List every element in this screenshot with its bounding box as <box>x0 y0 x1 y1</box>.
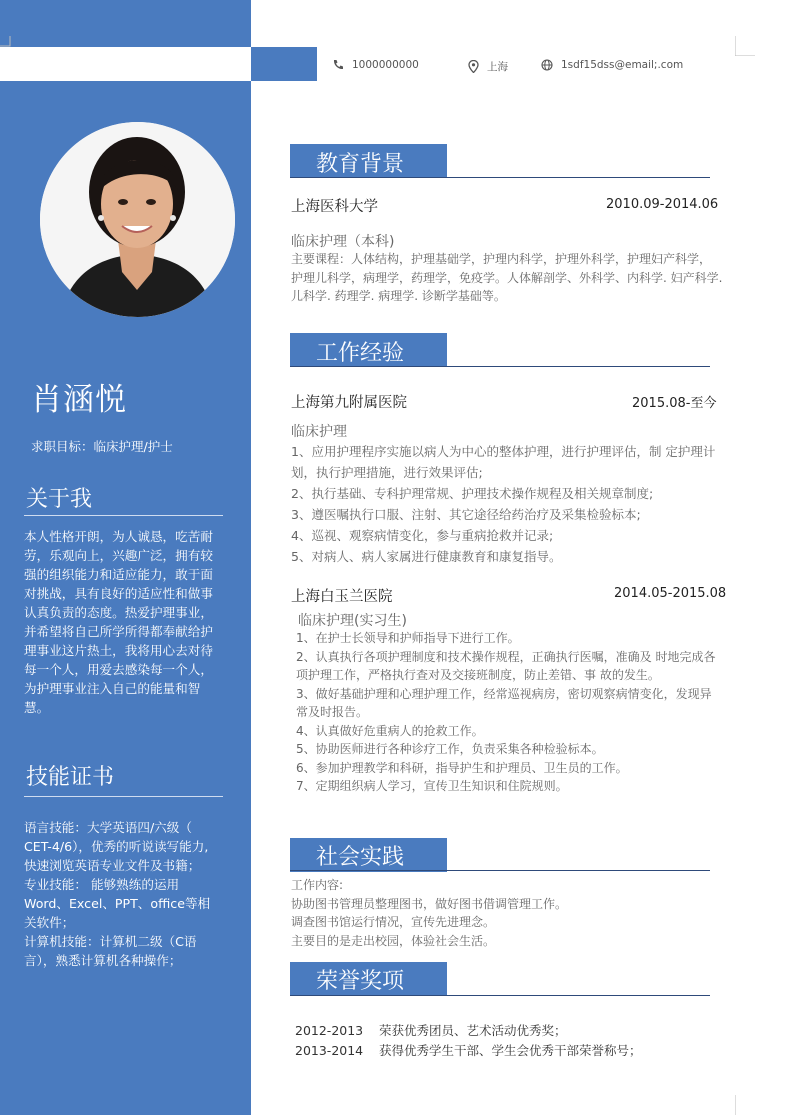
honor-text: 荣获优秀团员、艺术活动优秀奖； <box>379 1023 567 1038</box>
phone-icon <box>332 59 344 71</box>
email-text: 1sdf15dss@email;.com <box>561 59 684 71</box>
honor-text: 获得优秀学生干部、学生会优秀干部荣誉称号； <box>379 1043 642 1058</box>
work-divider <box>290 366 710 367</box>
honor-year: 2012-2013 <box>295 1023 364 1038</box>
honor-item <box>295 1021 567 1039</box>
school-name: 上海医科大学 <box>291 199 378 215</box>
honor-year: 2013-2014 <box>295 1043 364 1058</box>
education-divider <box>290 177 710 178</box>
candidate-name: 肖涵悦 <box>31 382 127 418</box>
job-2-duty: 4、认真做好危重病人的抢救工作。 <box>296 723 484 738</box>
honors-title: 荣誉奖项 <box>316 969 405 994</box>
header-accent-block <box>251 47 317 81</box>
job-2-duty: 5、协助医师进行各种诊疗工作，负责采集各种检验标本。 <box>296 742 604 756</box>
honor-item <box>295 1041 642 1059</box>
job-1-duty: 3、遵医嘱执行口服、注射、其它途径给药治疗及采集检验标本; <box>291 507 641 522</box>
social-text <box>291 876 711 950</box>
job-2-duty: 1、在护士长领导和护师指导下进行工作。 <box>296 631 520 645</box>
social-line: 协助图书管理员整理图书，做好图书借调管理工作。 <box>291 896 568 911</box>
job-2-date: 2014.05-2015.08 <box>614 586 727 601</box>
job-1-duty: 1、应用护理程序实施以病人为中心的整体护理，进行护理评估，制 定护理计划，执行护理措施，进行效果评估; <box>291 444 716 480</box>
skill-language: 语言技能：大学英语四/六级（ CET-4/6），优秀的听说读写能力,快速浏览英语专业文件及书籍； <box>24 820 209 873</box>
job-1-date: 2015.08-至今 <box>632 396 717 411</box>
job-2-duty: 6、参加护理教学和科研，指导护生和护理员、卫生员的工作。 <box>296 760 628 775</box>
job-1-duty: 4、巡视、观察病情变化，参与重病抢救并记录; <box>291 528 554 543</box>
skill-professional: 专业技能： 能够熟练的运用Word、Excel、PPT、office等相关软件； <box>24 877 211 930</box>
job-1-role: 临床护理 <box>291 424 347 440</box>
corner-mark-top-left <box>0 36 20 56</box>
job-2-duty: 2、认真执行各项护理制度和技术操作规程，正确执行医嘱，准确及 时地完成各项护理工作，严格执行查对及交接班制度，防止差错、事 故的发生。 <box>296 649 716 682</box>
skills-divider <box>24 796 223 797</box>
job-1-org: 上海第九附属医院 <box>291 395 407 411</box>
about-text: 本人性格开朗，为人诚恳，吃苦耐劳，乐观向上，兴趣广泛，拥有较 强的组织能力和适应能力，敢于面对挑战，具有良好的适应性和做事 认真负责的态度。热爱护理事业，并希望将自己所学所得都奉献给护 理事业这片热土，我将用心去对待每一个人，用爱去感染每一个人，为护理事业注入自己的能量和智慧。 <box>24 529 213 715</box>
avatar-illustration <box>40 122 235 317</box>
education-date: 2010.09-2014.06 <box>606 197 719 212</box>
globe-icon <box>541 59 553 71</box>
corner-mark-top-right <box>735 36 755 56</box>
skills-list <box>24 818 214 970</box>
corner-mark-bottom-right <box>735 1095 755 1115</box>
about-divider <box>24 515 223 516</box>
work-title: 工作经验 <box>316 341 405 366</box>
skills-title: 技能证书 <box>26 765 115 790</box>
social-line: 调查图书馆运行情况，宣传先进理念。 <box>291 915 496 929</box>
education-courses: 主要课程：人体结构，护理基础学，护理内科学，护理外科学，护理妇产科学， 护理儿科学，病理学，药理学，免疫学。人体解剖学、外科学、内科学. 妇产科学. 儿科学. 药理学. 病理学. 诊断学基础等。 <box>291 252 723 303</box>
social-divider <box>290 870 710 871</box>
job-2-duties <box>296 629 716 796</box>
honors-divider <box>290 995 710 996</box>
job-2-role: 临床护理(实习生) <box>298 613 407 629</box>
job-2-duty: 3、做好基础护理和心理护理工作，经常巡视病房，密切观察病情变化，发现异常及时报告。 <box>296 686 712 719</box>
job-2-duty: 7、定期组织病人学习，宣传卫生知识和住院规则。 <box>296 779 568 793</box>
contact-city <box>468 59 508 74</box>
about-title: 关于我 <box>26 487 93 512</box>
location-pin-icon <box>468 60 479 73</box>
phone-number: 1000000000 <box>352 59 419 71</box>
job-2-org: 上海白玉兰医院 <box>291 589 393 605</box>
job-1-duty: 5、对病人、病人家属进行健康教育和康复指导。 <box>291 549 562 564</box>
contact-email <box>541 59 683 71</box>
skill-computer: 计算机技能：计算机二级（C语言），熟悉计算机各种操作； <box>24 934 197 968</box>
social-line: 工作内容: <box>291 878 344 892</box>
job-1-duties <box>291 441 731 567</box>
social-title: 社会实践 <box>316 845 405 870</box>
contact-phone <box>332 59 419 71</box>
city-text: 上海 <box>487 61 508 73</box>
education-title: 教育背景 <box>316 152 405 177</box>
header-strip <box>0 47 251 81</box>
education-major: 临床护理（本科) <box>291 234 395 250</box>
job-objective: 求职目标：临床护理/护士 <box>31 439 173 454</box>
social-line: 主要目的是走出校园，体验社会生活。 <box>291 933 496 948</box>
profile-photo <box>40 122 235 317</box>
job-1-duty: 2、执行基础、专科护理常规、护理技术操作规程及相关规章制度; <box>291 486 654 501</box>
